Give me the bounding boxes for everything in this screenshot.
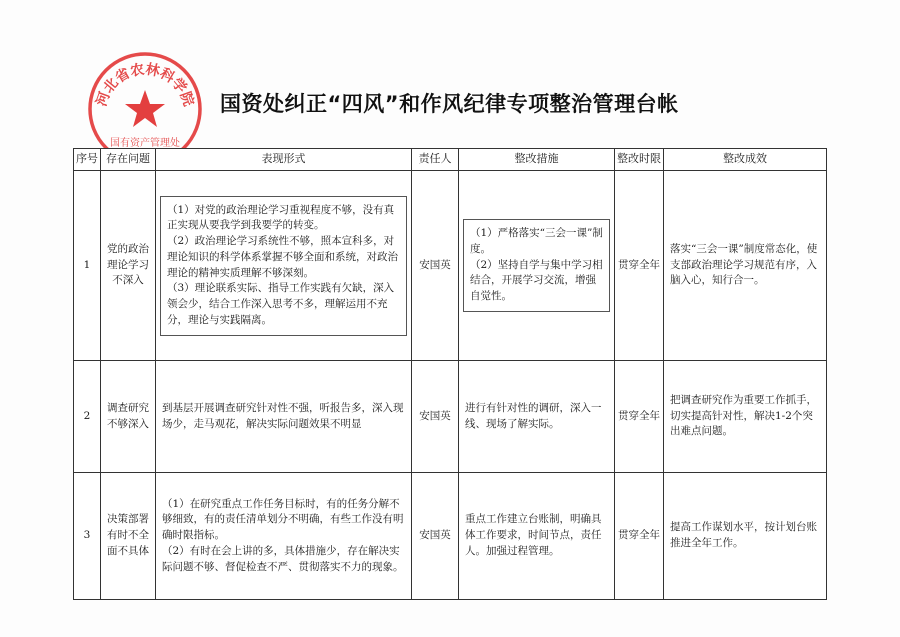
row-forms bbox=[156, 361, 412, 473]
form-item: （2）政治理论学习系统性不够，照本宣科多，对理论知识的科学体系掌握不够全面和系统，对政治理论的精神实质理解不够深刻。 bbox=[167, 235, 398, 279]
seal-bottom-text: 国有资产管理处 bbox=[110, 138, 180, 149]
measure-item: 进行有针对性的调研，深入一线、现场了解实际。 bbox=[465, 401, 602, 430]
table-row bbox=[74, 473, 827, 600]
form-item: （2）有时在会上讲的多，具体措施少，存在解决实际问题不够、督促检查不严、贯彻落实不力的现象。 bbox=[162, 544, 404, 573]
measure-item: （2）坚持自学与集中学习相结合，开展学习交流，增强自觉性。 bbox=[470, 258, 603, 303]
row-number: 1 bbox=[74, 171, 101, 361]
row-issue: 调查研究不够深入 bbox=[101, 361, 156, 473]
row-deadline: 贯穿全年 bbox=[615, 473, 664, 600]
row-result: 把调查研究作为重要工作抓手，切实提高针对性，解决1-2个突出难点问题。 bbox=[664, 361, 827, 473]
header-deadline: 整改时限 bbox=[615, 149, 664, 171]
row-forms bbox=[156, 473, 412, 600]
measure-item: 重点工作建立台账制，明确具体工作要求，时间节点，责任人。加强过程管理。 bbox=[465, 513, 602, 557]
header-forms: 表现形式 bbox=[156, 149, 412, 171]
row-person: 安国英 bbox=[412, 473, 459, 600]
form-item: （1）对党的政治理论学习重视程度不够，没有真正实现从要我学到我要学的转变。 bbox=[167, 203, 395, 232]
row-result: 提高工作谋划水平，按计划台账推进全年工作。 bbox=[664, 473, 827, 600]
form-item: （1）在研究重点工作任务目标时，有的任务分解不够细致，有的责任清单划分不明确，有些工作没有明确时限指标。 bbox=[162, 497, 404, 542]
row-measures bbox=[459, 473, 615, 600]
row-result: 落实“三会一课”制度常态化，使支部政治理论学习规范有序，入脑入心，知行合一。 bbox=[664, 171, 827, 361]
row-forms bbox=[156, 171, 412, 361]
header-measures: 整改措施 bbox=[459, 149, 615, 171]
header-no: 序号 bbox=[74, 149, 101, 171]
table-row bbox=[74, 361, 827, 473]
row-measures bbox=[459, 361, 615, 473]
table-row bbox=[74, 171, 827, 361]
row-person: 安国英 bbox=[412, 171, 459, 361]
measure-item: （1）严格落实“三会一课”制度。 bbox=[470, 227, 603, 255]
row-number: 3 bbox=[74, 473, 101, 600]
table-header-row bbox=[74, 149, 827, 171]
rectification-ledger-table bbox=[73, 148, 827, 600]
document-title: 国资处纠正“四风”和作风纪律专项整治管理台帐 bbox=[220, 92, 679, 116]
row-issue: 党的政治理论学习不深入 bbox=[101, 171, 156, 361]
form-item: （3）理论联系实际、指导工作实践有欠缺，深入领会少，结合工作深入思考不多，理解运用不充分，理论与实践隔离。 bbox=[167, 282, 395, 326]
seal-ring-text: 河北省农林科学院 bbox=[93, 61, 197, 109]
row-measures bbox=[459, 171, 615, 361]
header-person: 责任人 bbox=[412, 149, 459, 171]
seal-star-icon bbox=[125, 90, 165, 127]
header-result: 整改成效 bbox=[664, 149, 827, 171]
row-deadline: 贯穿全年 bbox=[615, 361, 664, 473]
form-item: 到基层开展调查研究针对性不强，听报告多，深入现场少，走马观花，解决实际问题效果不明显 bbox=[162, 401, 404, 430]
header-issue: 存在问题 bbox=[101, 149, 156, 171]
row-deadline: 贯穿全年 bbox=[615, 171, 664, 361]
row-number: 2 bbox=[74, 361, 101, 473]
row-person: 安国英 bbox=[412, 361, 459, 473]
row-issue: 决策部署有时不全面不具体 bbox=[101, 473, 156, 600]
